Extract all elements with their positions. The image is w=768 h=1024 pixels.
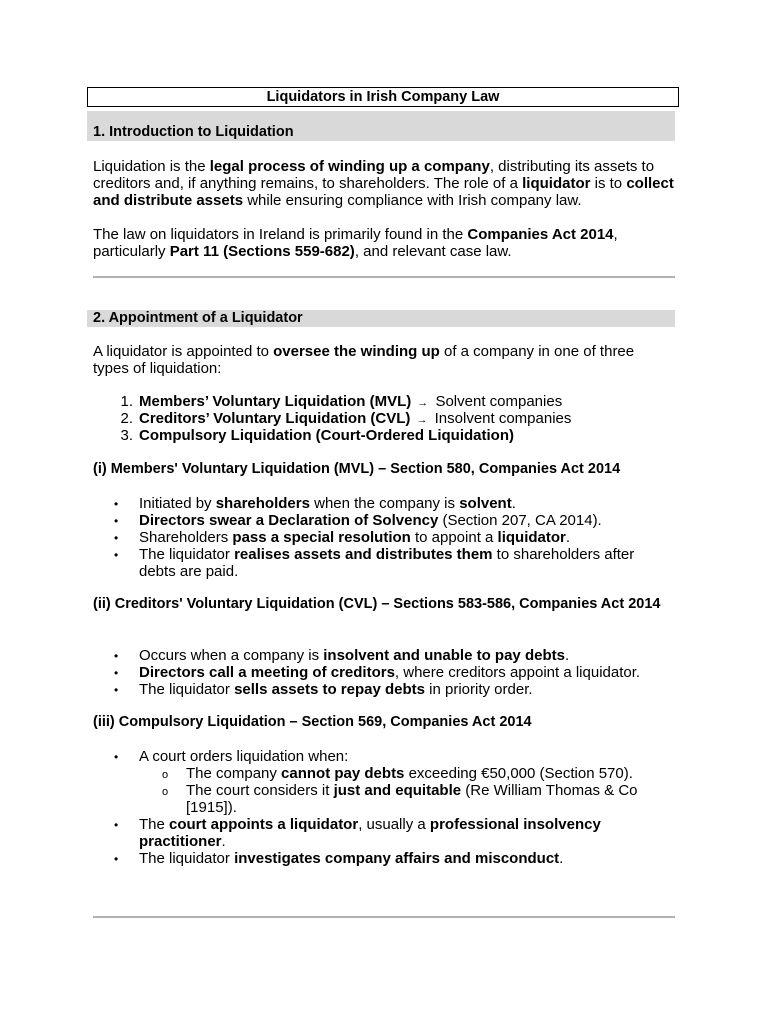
list-item	[139, 850, 629, 867]
text-run: (Re William Thomas & Co [1915]).	[186, 782, 638, 816]
list-item: A court orders liquidation when:	[139, 748, 349, 765]
bold-text: insolvent and unable to pay debts	[323, 647, 565, 664]
list-item	[139, 546, 659, 580]
bullet-icon: •	[114, 750, 119, 764]
text-run: , particularly	[93, 226, 618, 260]
bold-text: liquidator	[522, 175, 591, 192]
list-item	[139, 647, 669, 664]
text-run: , and relevant case law.	[354, 243, 512, 260]
bullet-icon: •	[114, 548, 119, 562]
bold-text: pass a special resolution	[232, 529, 411, 546]
text-run: , where creditors appoint a liquidator.	[394, 664, 641, 681]
text-run: , distributing its assets to creditors and, if anything remains, to shareholders. The role of a	[93, 158, 655, 192]
list-item	[139, 664, 669, 681]
mvl-heading: (i) Members' Voluntary Liquidation (MVL) – Section 580, Companies Act 2014	[93, 461, 621, 477]
divider-1	[93, 276, 675, 278]
cvl-heading: (ii) Creditors' Voluntary Liquidation (CVL) – Sections 583-586, Companies Act 2014	[93, 596, 661, 612]
list-item	[139, 681, 669, 698]
text-run: The	[139, 816, 170, 833]
text-run: to shareholders after debts are paid.	[139, 546, 635, 580]
text-run: exceeding €50,000 (Section 570).	[404, 765, 633, 782]
bullet-icon: •	[114, 683, 119, 697]
bold-text: oversee the winding up	[273, 343, 440, 360]
text-run: .	[511, 495, 516, 512]
text-run: .	[565, 529, 571, 546]
text-run: Initiated by	[139, 495, 216, 512]
liquidation-type-desc: Insolvent companies	[430, 410, 572, 427]
bold-text: Part 11 (Sections 559-682)	[169, 243, 355, 260]
document-title: Liquidators in Irish Company Law	[87, 87, 679, 107]
bullet-icon: •	[114, 514, 119, 528]
bullet-icon: •	[114, 818, 119, 832]
liquidation-type-name: Members’ Voluntary Liquidation (MVL)	[139, 393, 412, 410]
compulsory-heading: (iii) Compulsory Liquidation – Section 569, Companies Act 2014	[93, 714, 532, 730]
bullet-icon: •	[114, 531, 119, 545]
section-1-paragraph-2	[93, 226, 663, 260]
list-item	[139, 816, 629, 850]
text-run: The court considers it	[186, 782, 334, 799]
arrow-right-icon: →	[413, 414, 428, 426]
bold-text: solvent	[459, 495, 512, 512]
list-number: 1.	[120, 393, 133, 410]
bold-text: investigates company affairs and misconduct	[234, 850, 560, 867]
text-run: while ensuring compliance with Irish company law.	[243, 192, 582, 209]
text-run: A liquidator is appointed to	[93, 343, 274, 360]
bold-text: court appoints a liquidator	[169, 816, 359, 833]
bold-text: just and equitable	[333, 782, 462, 799]
bullet-icon: •	[114, 852, 119, 866]
bold-text: Directors swear a Declaration of Solvency	[139, 512, 439, 529]
list-item	[139, 495, 659, 512]
arrow-right-icon: →	[414, 397, 429, 409]
text-run: The company	[186, 765, 282, 782]
bold-text: professional insolvency practitioner	[139, 816, 601, 850]
bold-text: collect and distribute assets	[93, 175, 674, 209]
liquidation-type-name: Creditors’ Voluntary Liquidation (CVL)	[139, 410, 411, 427]
bold-text: liquidator	[497, 529, 566, 546]
text-run: is to	[590, 175, 627, 192]
sub-list-item	[186, 765, 661, 782]
bold-text: shareholders	[215, 495, 310, 512]
bullet-icon: •	[114, 649, 119, 663]
text-run: in priority order.	[425, 681, 533, 698]
text-run: to appoint a	[410, 529, 498, 546]
bold-text: legal process of winding up a company	[209, 158, 490, 175]
text-run: of a company in one of three types of liquidation:	[93, 343, 635, 377]
text-run: The liquidator	[139, 681, 235, 698]
liquidation-type-desc: Solvent companies	[431, 393, 563, 410]
text-run: The liquidator	[139, 546, 235, 563]
list-item	[139, 512, 659, 529]
bold-text: sells assets to repay debts	[234, 681, 425, 698]
section-2-heading: 2. Appointment of a Liquidator	[93, 310, 303, 326]
list-item	[139, 529, 659, 546]
text-run: .	[564, 647, 570, 664]
bold-text: realises assets and distributes them	[234, 546, 493, 563]
bold-text: Directors call a meeting of creditors	[139, 664, 395, 681]
text-run: The liquidator	[139, 850, 235, 867]
bold-text: Companies Act 2014	[467, 226, 614, 243]
sub-bullet-icon: o	[162, 786, 169, 798]
text-run: .	[559, 850, 564, 867]
text-run: (Section 207, CA 2014).	[438, 512, 602, 529]
text-run: Shareholders	[139, 529, 233, 546]
text-run: .	[221, 833, 226, 850]
section-2-intro	[93, 343, 668, 377]
section-1-heading: 1. Introduction to Liquidation	[93, 124, 294, 140]
sub-bullet-icon: o	[162, 769, 169, 781]
section-1-paragraph-1	[93, 158, 678, 209]
bold-text: cannot pay debts	[281, 765, 405, 782]
divider-2	[93, 916, 675, 918]
liquidation-type-name: Compulsory Liquidation (Court-Ordered Liquidation)	[139, 427, 514, 444]
text-run: when the company is	[309, 495, 460, 512]
text-run: , usually a	[358, 816, 430, 833]
bullet-icon: •	[114, 666, 119, 680]
list-number: 3.	[120, 427, 133, 444]
liquidation-type-item	[139, 427, 514, 444]
list-number: 2.	[120, 410, 133, 427]
text-run: The law on liquidators in Ireland is primarily found in the	[93, 226, 468, 243]
text-run: Liquidation is the	[93, 158, 210, 175]
sub-list-item	[186, 782, 661, 816]
bullet-icon: •	[114, 497, 119, 511]
text-run: Occurs when a company is	[139, 647, 324, 664]
